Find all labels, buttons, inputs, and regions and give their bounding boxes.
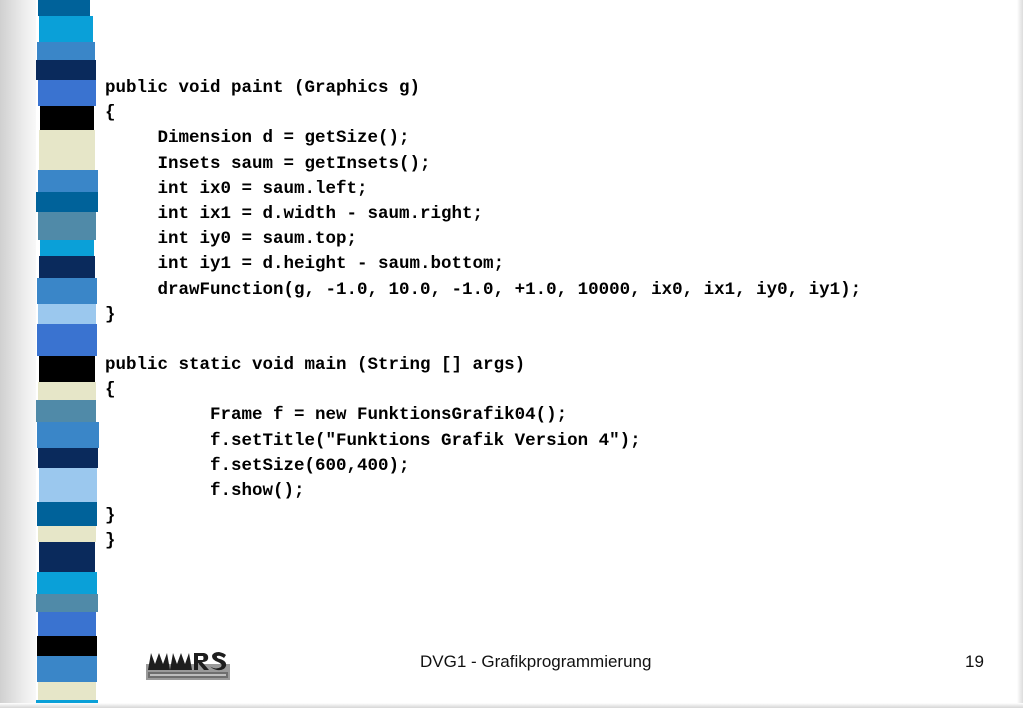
code-line: f.setSize(600,400); bbox=[105, 455, 410, 476]
decorative-stripe bbox=[39, 16, 93, 42]
wwrs-logo-icon bbox=[146, 650, 230, 682]
decorative-stripe bbox=[37, 422, 99, 448]
decorative-stripe bbox=[37, 278, 97, 304]
decorative-stripe bbox=[37, 42, 95, 60]
code-line: int ix1 = d.width - saum.right; bbox=[105, 203, 484, 224]
code-line: public static void main (String [] args) bbox=[105, 355, 526, 376]
decorative-stripe bbox=[36, 594, 98, 612]
decorative-stripe bbox=[39, 130, 95, 170]
code-line: int iy0 = saum.top; bbox=[105, 229, 358, 250]
page-number: 19 bbox=[965, 652, 984, 671]
code-line: } bbox=[105, 531, 116, 552]
page-edge-shadow bbox=[1017, 0, 1023, 708]
code-line: Dimension d = getSize(); bbox=[105, 128, 410, 149]
code-line: f.show(); bbox=[105, 481, 305, 501]
left-page-shadow bbox=[0, 0, 36, 708]
decorative-stripe bbox=[38, 382, 96, 400]
decorative-stripe bbox=[37, 656, 97, 682]
code-line: drawFunction(g, -1.0, 10.0, -1.0, +1.0, 10000, ix0, ix1, iy0, iy1); bbox=[105, 279, 862, 300]
decorative-stripe bbox=[39, 256, 95, 278]
decorative-stripe bbox=[39, 542, 95, 572]
decorative-stripe bbox=[38, 612, 96, 636]
decorative-stripe bbox=[36, 400, 96, 422]
decorative-stripe bbox=[38, 682, 96, 700]
decorative-stripe bbox=[38, 170, 98, 192]
decorative-stripe bbox=[37, 502, 97, 526]
decorative-stripe bbox=[39, 356, 95, 382]
code-line: Frame f = new FunktionsGrafik04(); bbox=[105, 405, 568, 426]
decorative-stripe bbox=[37, 324, 97, 356]
decorative-stripe bbox=[37, 572, 97, 594]
decorative-stripe bbox=[38, 526, 96, 542]
decorative-stripe bbox=[38, 448, 98, 468]
decorative-stripe bbox=[38, 212, 96, 240]
code-line: Insets saum = getInsets(); bbox=[105, 153, 431, 174]
decorative-stripe bbox=[38, 80, 96, 106]
code-line: int iy1 = d.height - saum.bottom; bbox=[105, 254, 505, 275]
decorative-stripe bbox=[39, 468, 97, 502]
code-line: { bbox=[105, 380, 116, 401]
code-line: } bbox=[105, 304, 116, 325]
code-line: int ix0 = saum.left; bbox=[105, 178, 368, 199]
decorative-stripe bbox=[36, 192, 98, 212]
footer-title: DVG1 - Grafikprogrammierung bbox=[420, 652, 652, 671]
decorative-stripe bbox=[38, 304, 96, 324]
code-line: { bbox=[105, 103, 116, 124]
decorative-stripe-band bbox=[36, 0, 100, 708]
code-block bbox=[105, 76, 861, 555]
decorative-stripe bbox=[38, 0, 90, 16]
decorative-stripe bbox=[36, 60, 96, 80]
decorative-stripe bbox=[37, 636, 97, 656]
code-line: public void paint (Graphics g) bbox=[105, 78, 421, 98]
decorative-stripe bbox=[40, 106, 94, 130]
code-line bbox=[105, 328, 861, 353]
code-line: } bbox=[105, 506, 116, 527]
decorative-stripe bbox=[40, 240, 94, 256]
page-bottom-shadow bbox=[0, 703, 1023, 708]
code-line: f.setTitle("Funktions Grafik Version 4"); bbox=[105, 430, 641, 451]
